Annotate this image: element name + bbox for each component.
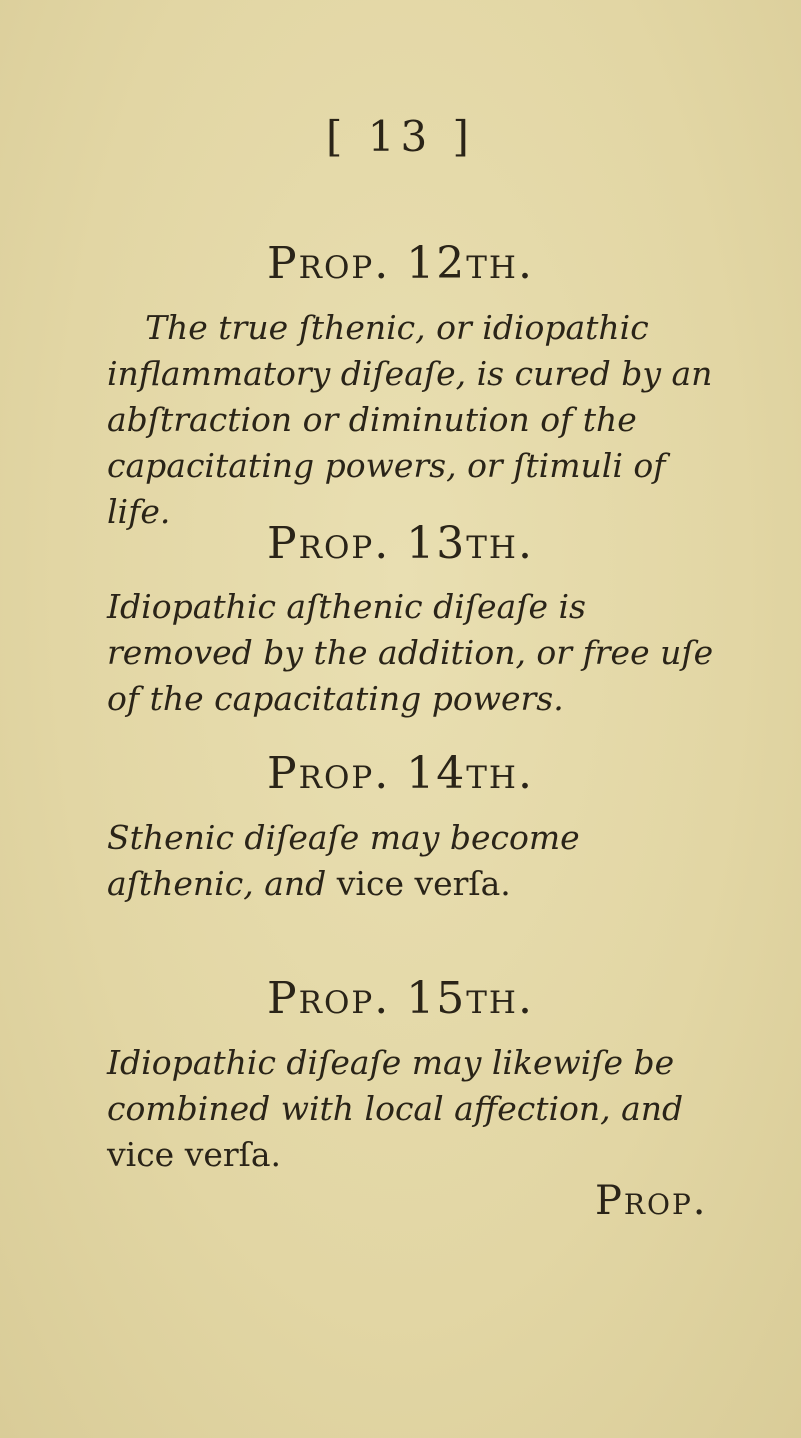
prop-13-body: Idiopathic aſthenic diſeaſe is removed by the addition, or free uſe of the capacitating powers.: [107, 587, 714, 718]
prop-15-text: [107, 1040, 719, 1178]
prop-14-body: Sthenic diſeaſe may become aſthenic, and: [107, 818, 580, 903]
prop-14-heading: Prop. 14th.: [267, 748, 534, 799]
prop-15-body: Idiopathic diſeaſe may likewiſe be combined with local affection, and: [107, 1043, 684, 1128]
prop-12-heading: Prop. 12th.: [267, 238, 534, 289]
catchword: Prop.: [595, 1178, 708, 1224]
prop-14-vice-versa: vice verſa.: [336, 864, 511, 903]
prop-15-heading: Prop. 15th.: [267, 973, 534, 1024]
prop-15-vice-versa: vice verſa.: [107, 1135, 282, 1174]
page-number: [ 13 ]: [326, 112, 475, 161]
prop-13-heading: Prop. 13th.: [267, 518, 534, 569]
prop-13-text: [107, 584, 719, 722]
prop-12-text: [107, 305, 719, 535]
prop-12-body: The true ſthenic, or idiopathic inflammatory diſeaſe, is cured by an abſtraction or diminution of the capacitating powers, or ſtimuli of life.: [107, 308, 713, 531]
prop-14-text: [107, 815, 719, 907]
